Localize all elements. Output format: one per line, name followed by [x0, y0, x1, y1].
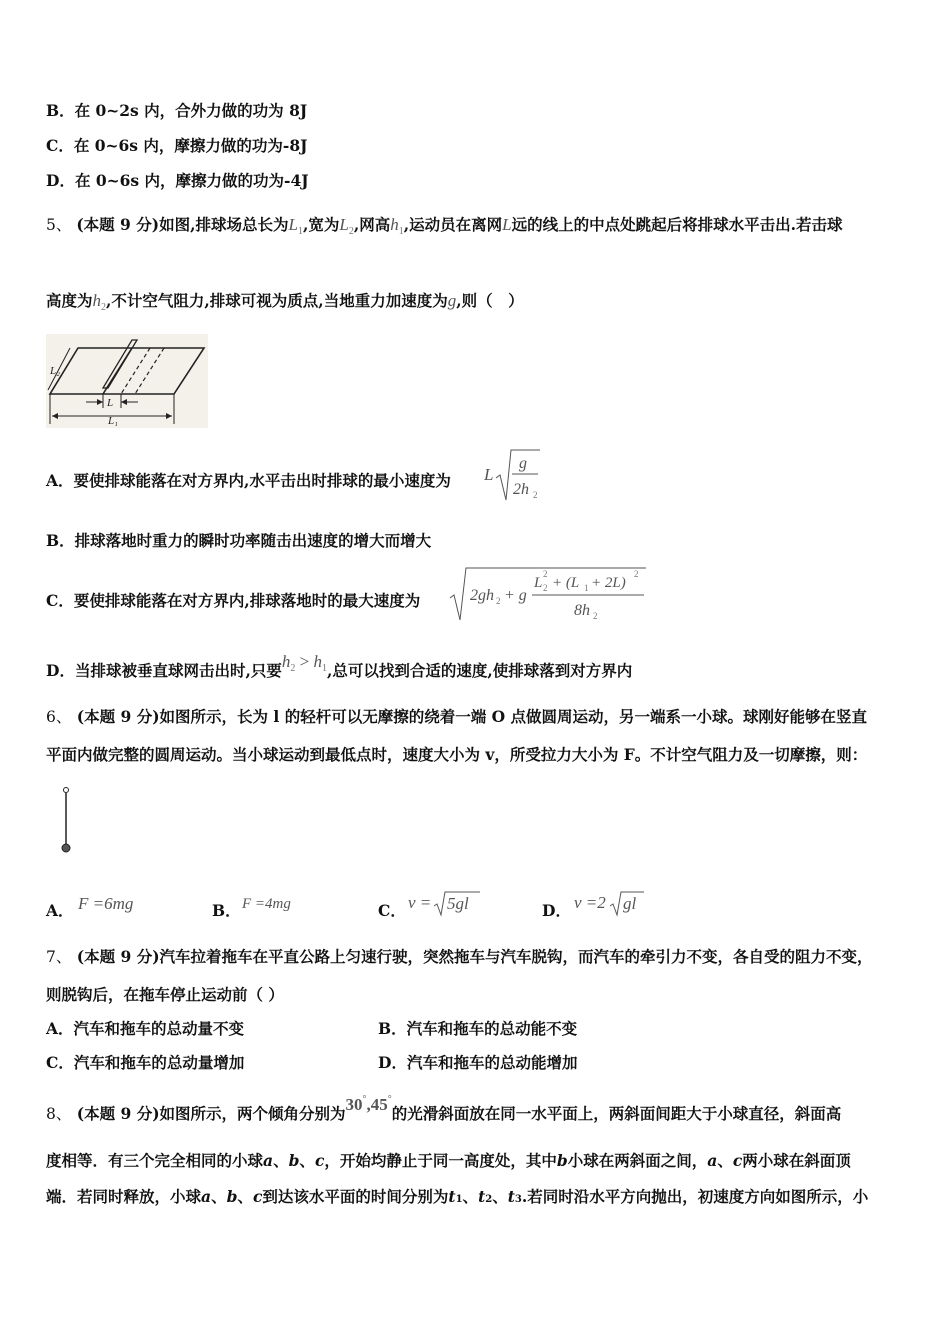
q7-option-b: B．汽车和拖车的总动能不变 — [378, 1019, 578, 1038]
formula-h2-gt-h1: $h_2 > h_1$ — [281, 652, 327, 674]
q5-option-b: B．排球落地时重力的瞬时功率随击出速度的增大而增大 — [46, 531, 432, 550]
q6-option-c-label: C． — [378, 901, 406, 920]
q6-option-a: F =6mg — [78, 894, 134, 913]
pivot-o — [64, 788, 69, 793]
q6-option-d-label: D． — [542, 901, 571, 920]
q6-stem-line2: 平面内做完整的圆周运动。当小球运动到最低点时，速度大小为 v，所受拉力大小为 F。不计空气阻力及一切摩擦，则： — [46, 745, 868, 764]
question-number: 8、 — [46, 1105, 72, 1123]
svg-text:2: 2 — [543, 569, 548, 579]
symbol-l: L — [502, 215, 512, 234]
question-score: (本题 9 分) — [76, 707, 160, 726]
svg-text:v =2: v =2 — [574, 893, 606, 912]
volleyball-court-figure — [46, 334, 208, 428]
question-number: 6、 — [46, 708, 72, 726]
label-l2: L₂ — [50, 365, 60, 377]
svg-text:2: 2 — [593, 611, 598, 621]
svg-text:2: 2 — [543, 583, 548, 593]
svg-text:2: 2 — [533, 490, 538, 500]
svg-text:+ g: + g — [504, 587, 527, 604]
svg-text:gl: gl — [623, 894, 637, 913]
rod-ball-figure — [58, 786, 74, 854]
q4-option-d: D．在 0~6s 内，摩擦力做的功为-4J — [46, 171, 309, 190]
symbol-l2: $L_2$ — [339, 215, 354, 237]
q6-option-b-label: B． — [212, 901, 241, 920]
question-number: 7、 — [46, 948, 72, 966]
svg-text:+ 2L): + 2L) — [591, 575, 626, 591]
q6-option-a-label: A． — [46, 901, 74, 920]
q7-option-c: C．汽车和拖车的总动量增加 — [46, 1053, 245, 1072]
q6-option-c — [406, 888, 482, 918]
svg-text:2: 2 — [634, 569, 639, 579]
svg-text:L: L — [534, 575, 543, 591]
q7-option-a: A．汽车和拖车的总动量不变 — [46, 1019, 245, 1038]
q8-stem-line2: 度相等．有三个完全相同的小球a、b、c，开始均静止于同一高度处，其中b小球在两斜面之间，a、c两小球在斜面顶 — [46, 1151, 851, 1170]
q6-option-b: F =4mg — [242, 896, 291, 912]
q8-stem-line3: 端．若同时释放，小球a、b、c到达该水平面的时间分别为t1、t2、t3.若同时沿水平方向抛出，初速度方向如图所示，小 — [46, 1187, 869, 1206]
q7-stem-line1: 7、 (本题 9 分)汽车拉着拖车在平直公路上匀速行驶，突然拖车与汽车脱钩，而汽车的牵引力不变，各自受的阻力不变， — [46, 947, 873, 966]
q5-option-c: C．要使排球能落在对方界内,排球落地时的最大速度为 — [46, 591, 421, 610]
svg-text:+ (L: + (L — [552, 575, 580, 591]
formula-angles: 30°,45° — [345, 1094, 392, 1114]
formula-max-velocity — [448, 564, 650, 624]
q5-stem-line2: 高度为$h_2$,不计空气阻力,排球可视为质点,当地重力加速度为g,则（ ） — [46, 291, 524, 313]
label-l1: L₁ — [108, 415, 118, 427]
svg-text:5gl: 5gl — [447, 894, 469, 913]
question-score: (本题 9 分) — [76, 1104, 160, 1123]
question-score: (本题 9 分) — [76, 215, 160, 234]
q4-option-b: B．在 0~2s 内，合外力做的功为 8J — [46, 101, 308, 120]
svg-text:8h: 8h — [574, 602, 590, 619]
q4-option-c: C．在 0~6s 内，摩擦力做的功为-8J — [46, 136, 308, 155]
symbol-l1: $L_1$ — [288, 215, 303, 237]
q5-option-d: D．当排球被垂直球网击出时,只要$h_2 > h_1$,总可以找到合适的速度,使排球落到对方界内 — [46, 652, 633, 680]
question-score: (本题 9 分) — [76, 947, 160, 966]
svg-text:v =: v = — [408, 893, 432, 912]
q6-stem-line1: 6、 (本题 9 分)如图所示，长为 l 的轻杆可以无摩擦的绕着一端 O 点做圆周运动，另一端系一小球。球刚好能够在竖直 — [46, 707, 868, 726]
q6-option-d — [572, 888, 648, 918]
symbol-h1: $h_1$ — [390, 215, 404, 237]
q7-stem-line2: 则脱钩后，在拖车停止运动前（ ） — [46, 985, 284, 1004]
svg-text:2h: 2h — [513, 481, 529, 498]
q5-option-a: A．要使排球能落在对方界内,水平击出时排球的最小速度为 — [46, 471, 451, 490]
label-l: L — [107, 397, 114, 409]
svg-text:L: L — [484, 465, 494, 484]
svg-text:1: 1 — [584, 583, 589, 593]
q7-option-d: D．汽车和拖车的总动能增加 — [378, 1053, 578, 1072]
svg-text:2: 2 — [496, 596, 501, 606]
formula-min-velocity — [482, 444, 544, 504]
svg-text:g: g — [519, 455, 527, 472]
svg-text:2gh: 2gh — [470, 587, 494, 604]
q8-stem-line1: 8、 (本题 9 分)如图所示，两个倾角分别为30°,45°的光滑斜面放在同一水平面上，两斜面间距大于小球直径，斜面高 — [46, 1094, 842, 1123]
ball — [62, 844, 70, 852]
question-number: 5、 — [46, 216, 72, 234]
symbol-h2: $h_2$ — [92, 291, 107, 313]
symbol-g: g — [447, 291, 457, 310]
q5-stem-line1: 5、 (本题 9 分)如图,排球场总长为$L_1$,宽为$L_2$,网高$h_1$,运动员在离网L远的线上的中点处跳起后将排球水平击出.若击球 — [46, 215, 843, 237]
